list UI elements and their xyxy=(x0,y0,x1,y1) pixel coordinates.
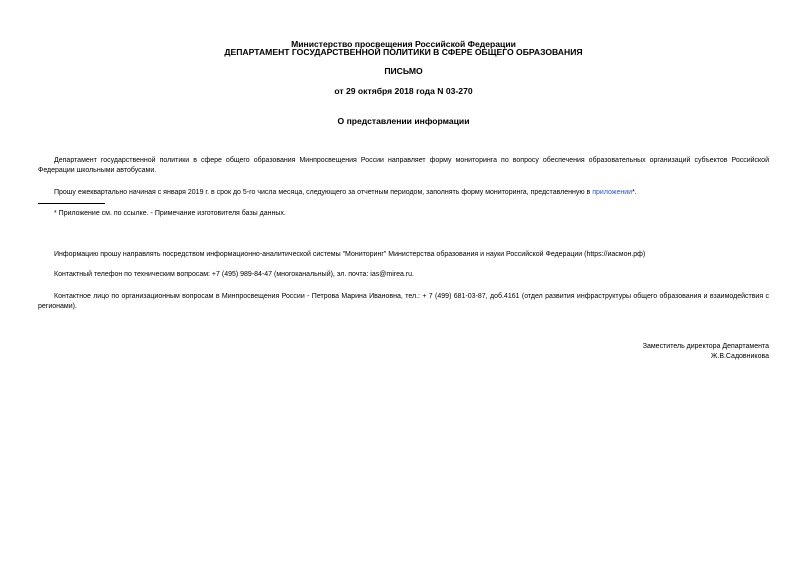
footnote-marker: *. xyxy=(632,189,637,196)
ministry-name: Министерство просвещения Российской Федерации xyxy=(291,39,516,49)
footnote-divider xyxy=(38,203,105,204)
paragraph-2 xyxy=(38,188,769,198)
document-date-number: от 29 октября 2018 года N 03-270 xyxy=(334,86,473,96)
document-subject: О представлении информации xyxy=(337,116,470,126)
department-name: ДЕПАРТАМЕНТ ГОСУДАРСТВЕННОЙ ПОЛИТИКИ В СФЕРЕ ОБЩЕГО ОБРАЗОВАНИЯ xyxy=(224,47,583,57)
paragraph-1: Департамент государственной политики в сфере общего образования Минпросвещения России направляет форму мониторинга по вопросу обеспечения образовательных организаций субъектов Российской Федерации школьными автобусами. xyxy=(38,157,769,174)
signature-name: Ж.В.Садовникова xyxy=(710,353,769,360)
paragraph-3: Информацию прошу направлять посредством информационно-аналитической системы "Мониторинг" Министерства образования и науки Российской Федерации (https://иасмон.рф) xyxy=(54,251,646,258)
appendix-link[interactable]: приложении xyxy=(592,189,633,196)
document-type: ПИСЬМО xyxy=(384,66,423,76)
paragraph-5: Контактное лицо по организационным вопросам в Минпросвещения России - Петрова Марина Ивановна, тел.: + 7 (499) 681-03-87, доб.4161 (отдел развития инфраструктуры общего образования и взаимодействия с регионами). xyxy=(38,293,769,310)
paragraph-4: Контактный телефон по техническим вопросам: +7 (495) 989-84-47 (многоканальный), эл. почта: ias@mirea.ru. xyxy=(54,271,414,278)
signature-position: Заместитель директора Департамента xyxy=(642,343,769,350)
paragraph-2-text: Прошу ежеквартально начиная с января 2019 г. в срок до 5-го числа месяца, следующего за отчетным периодом, заполнять форму мониторинга, представленную в xyxy=(54,189,593,196)
footnote: * Приложение см. по ссылке. - Примечание изготовителя базы данных. xyxy=(54,210,286,217)
